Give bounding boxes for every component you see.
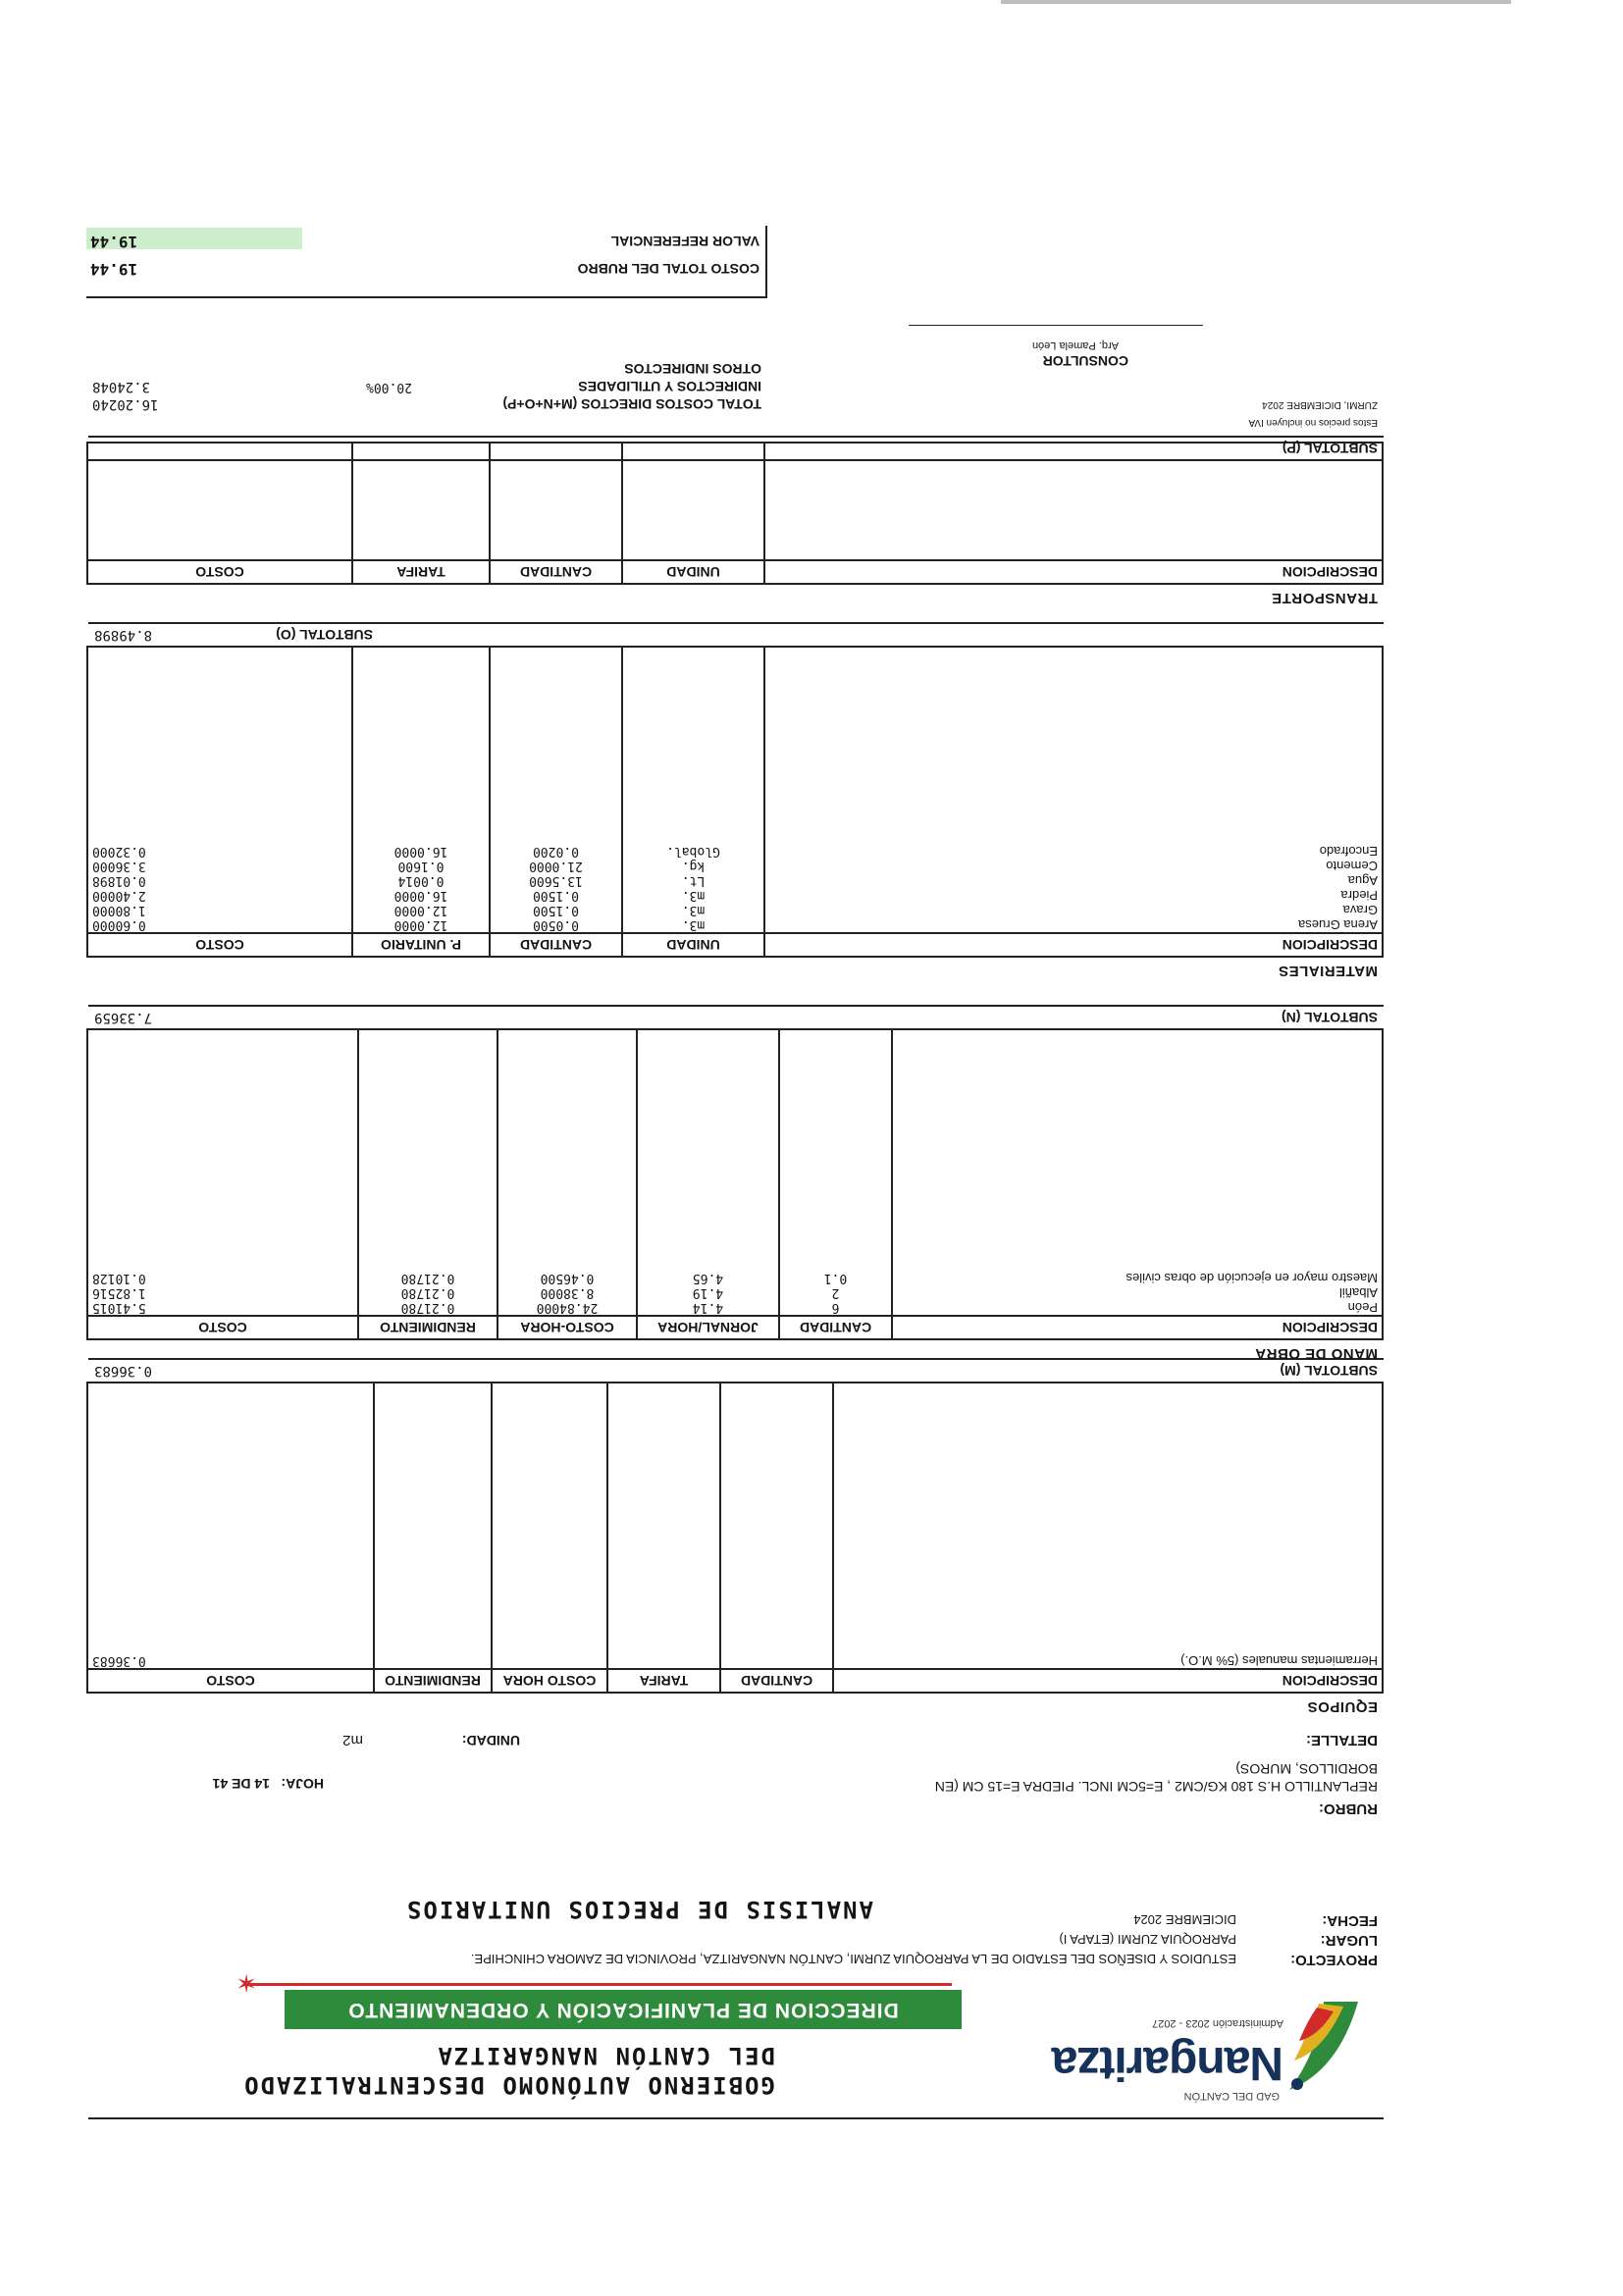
- table-row: Arena Gruesa Grava Piedra Agua Cemento Encofrado m3. m3. m3. Lt. kg. Global. 0.0500 0.1500 0.1500 13.5600 21.0000 0.0200 12.0000 12.0000 16.0000 0.0014 0.1600 16.0000 0.60000 1.80000 2.40000 0.01898 3.36000 0.32000: [87, 647, 1383, 933]
- directos-label: TOTAL COSTOS DIRECTOS (M+N+O+P): [502, 396, 761, 412]
- materiales-table: [86, 646, 1384, 958]
- equipos-title: EQUIPOS: [1307, 1698, 1378, 1715]
- totals-section: [88, 221, 1384, 432]
- apu-sheet-rotated: [88, 221, 1384, 2119]
- unidad-label: UNIDAD:: [461, 1733, 520, 1748]
- document-title: ANALISIS DE PRECIOS UNITARIOS: [404, 1896, 873, 1923]
- fecha-value: DICIEMBRE 2024: [1133, 1912, 1236, 1927]
- logo-wordmark: Nangaritza: [1052, 2037, 1283, 2089]
- equipos-subtotal: SUBTOTAL (M) 0.36683: [88, 1358, 1384, 1383]
- direction-banner: DIRECCION DE PLANIFICACIÓN Y ORDENAMIENTO: [285, 1990, 962, 2029]
- hoja-label: HOJA:: [281, 1776, 324, 1792]
- transporte-title: TRANSPORTE: [1271, 590, 1378, 606]
- transporte-header-row: DESCRIPCION UNIDAD CANTIDAD TARIFA COSTO: [87, 560, 1383, 584]
- equipos-header-row: DESCRIPCION CANTIDAD TARIFA COSTO HORA RENDIMIENTO COSTO: [87, 1669, 1383, 1693]
- table-row: Herramientas manuales (5% M.O.) 0.36683: [87, 1383, 1383, 1669]
- scan-edge: [1001, 0, 1511, 4]
- indirectos-percent: 20.00%: [366, 380, 412, 394]
- transporte-section: [88, 432, 1384, 608]
- bird-logo-icon: [1280, 1982, 1378, 2110]
- nangaritza-logo: [968, 1982, 1378, 2110]
- government-title: GOBIERNO AUTÓNOMO DESCENTRALIZADO DEL CANTÓN NANGARITZA: [242, 2042, 775, 2099]
- equipos-section: [88, 1363, 1384, 1717]
- total-label: COSTO TOTAL DEL RUBRO: [577, 261, 759, 277]
- signature-line: [909, 325, 1203, 326]
- referencial-value: 19.44: [90, 233, 138, 251]
- materiales-section: [88, 608, 1384, 981]
- place-date: ZURMI, DICIEMBRE 2024: [1262, 399, 1378, 410]
- mano-obra-subtotal: SUBTOTAL (N) 7.33659: [88, 1005, 1384, 1030]
- rubro-label: RUBRO:: [1319, 1800, 1378, 1817]
- indirectos-label: INDIRECTOS Y UTILIDADES: [578, 379, 761, 394]
- rubro-description: REPLANTILLO H.S 180 KG/CM2 , E=5CM INCL. PIEDRA E=15 CM (EN BORDILLOS, MUROS): [934, 1761, 1378, 1795]
- logo-admin: Administración 2023 - 2027: [1152, 2017, 1283, 2029]
- consultor-label: CONSULTOR: [1042, 353, 1128, 369]
- red-divider: [245, 1983, 952, 1986]
- lugar-value: PARROQUIA ZURMI (ETAPA I): [1059, 1932, 1236, 1947]
- total-box: [86, 226, 767, 298]
- signer-name: Arq. Pamela León: [1031, 339, 1119, 351]
- star-icon: ✶: [236, 1968, 257, 1998]
- proyecto-value: ESTUDIOS Y DISEÑOS DEL ESTADIO DE LA PARROQUIA ZURMI, CANTÓN NANGARITZA, PROVINCIA DE ZAMORA CHINCHIPE.: [470, 1952, 1236, 1966]
- document-header: [88, 1823, 1384, 2119]
- unidad-value: m2: [342, 1732, 363, 1748]
- total-value: 19.44: [90, 260, 138, 279]
- mano-obra-title: MANO DE OBRA: [1254, 1345, 1378, 1362]
- fecha-label: FECHA:: [1322, 1912, 1378, 1929]
- transporte-subtotal: SUBTOTAL (P): [88, 436, 1384, 461]
- referencial-label: VALOR REFERENCIAL: [610, 234, 759, 249]
- otros-label: OTROS INDIRECTOS: [624, 361, 761, 377]
- table-row: Peón Albañil Maestro mayor en ejecución de obras civiles 6 2 0.1 4.14 4.19 4.65 24.84000 8.38000 0.46500 0.21780 0.21780 0.21780 5.41015 1.82516 0.10128: [87, 1029, 1383, 1316]
- directos-value: 16.20240: [92, 396, 159, 412]
- mano-obra-section: [88, 1011, 1384, 1364]
- materiales-subtotal: SUBTOTAL (O) 8.49898: [88, 622, 1384, 648]
- mano-obra-header-row: DESCRIPCION CANTIDAD JORNAL/HORA COSTO-HORA RENDIMIENTO COSTO: [87, 1316, 1383, 1339]
- logo-subtitle: GAD DEL CANTÓN: [1183, 2090, 1280, 2102]
- rubro-section: [88, 1719, 1384, 1825]
- materiales-title: MATERIALES: [1278, 963, 1378, 979]
- indirectos-value: 3.24048: [92, 379, 151, 394]
- hoja-value: 14 DE 41: [212, 1776, 270, 1792]
- proyecto-label: PROYECTO:: [1290, 1952, 1378, 1968]
- mano-obra-table: [86, 1028, 1384, 1340]
- transporte-table: [86, 442, 1384, 585]
- lugar-label: LUGAR:: [1320, 1932, 1378, 1949]
- materiales-header-row: DESCRIPCION UNIDAD CANTIDAD P. UNITARIO COSTO: [87, 933, 1383, 957]
- detalle-label: DETALLE:: [1305, 1732, 1378, 1748]
- equipos-table: [86, 1382, 1384, 1694]
- iva-note: Estos precios no incluyen IVA: [1248, 417, 1378, 428]
